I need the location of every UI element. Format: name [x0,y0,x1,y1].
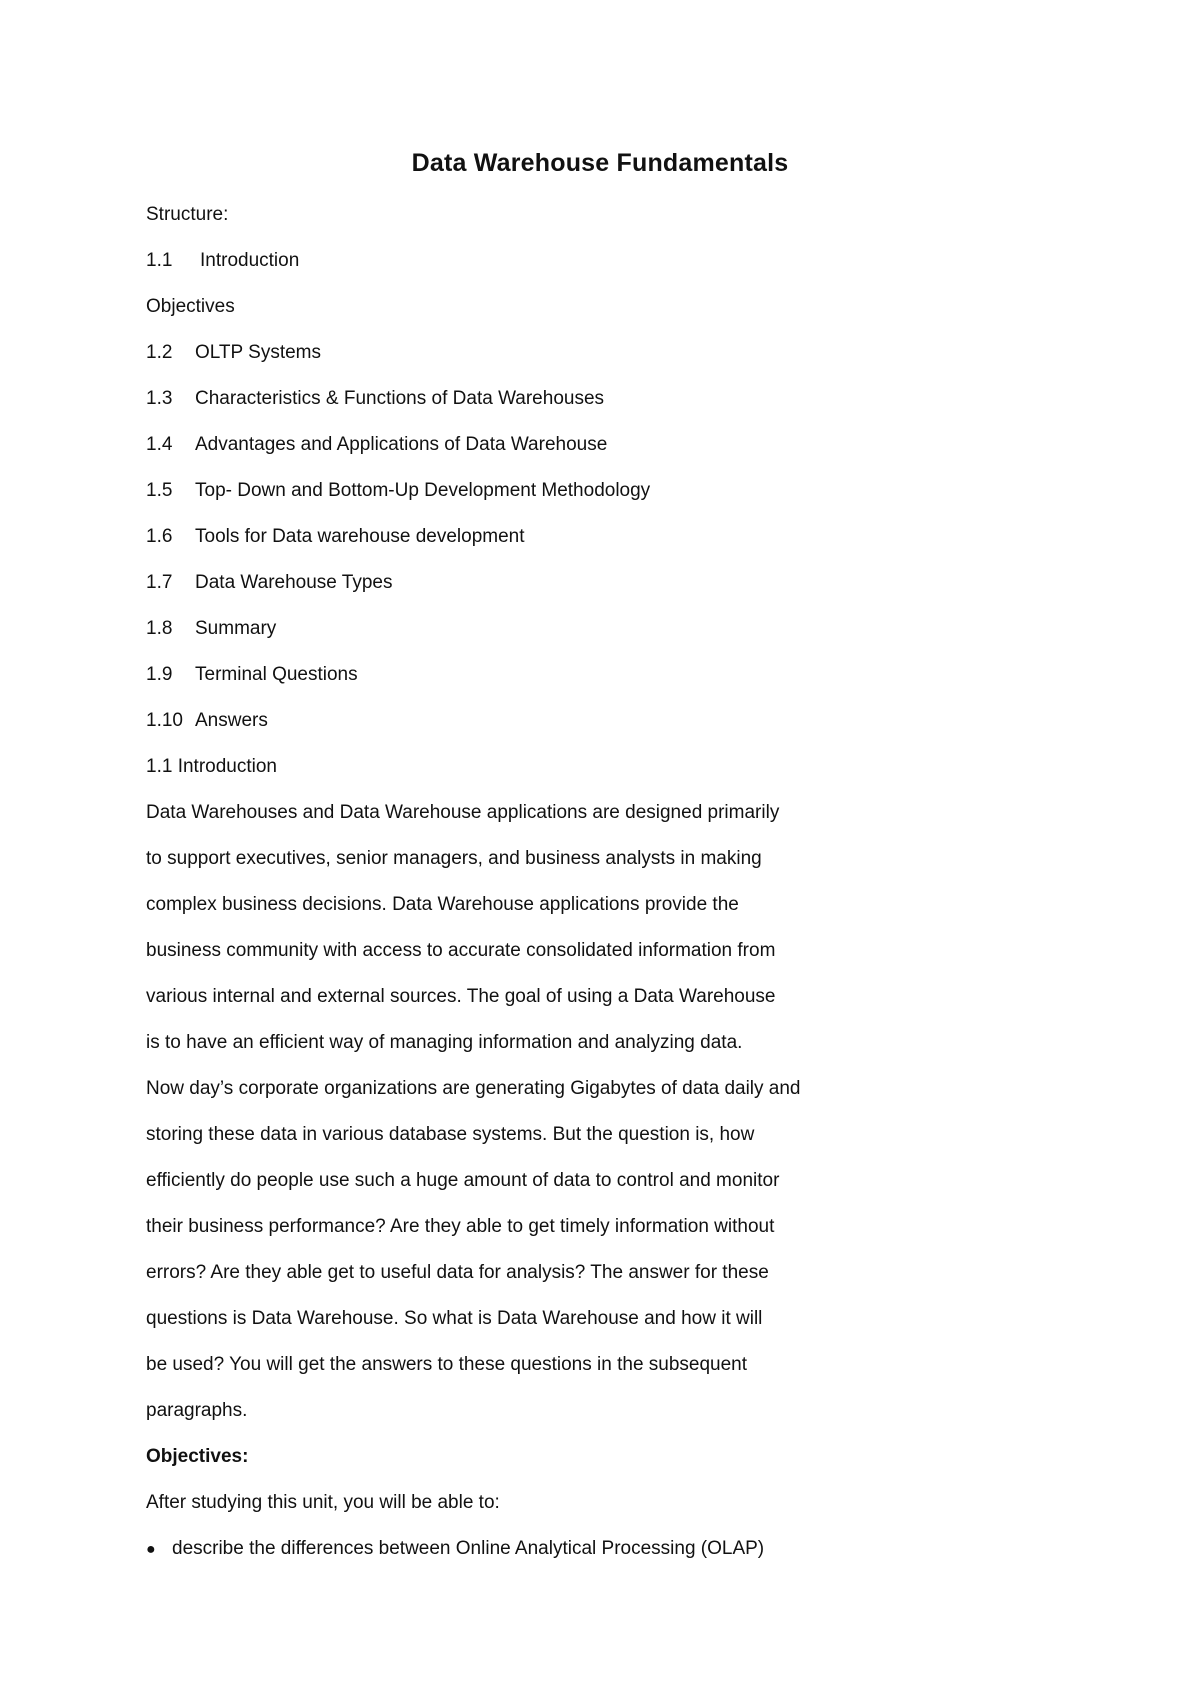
toc-number: 1.8 [146,618,173,639]
paragraph-line: be used? You will get the answers to these questions in the subsequent [146,1354,748,1375]
toc-item-1-1 [146,248,299,274]
paragraph-line: Now day’s corporate organizations are generating Gigabytes of data daily and [146,1078,801,1099]
toc-label: Answers [195,710,268,731]
document-title: Data Warehouse Fundamentals [411,149,789,177]
paragraph-line: business community with access to accurate consolidated information from [146,940,776,961]
toc-number: 1.4 [146,434,173,455]
objectives-heading: Objectives: [146,1446,249,1467]
toc-number: 1.2 [146,342,173,363]
toc-item-1-4 [146,432,607,458]
bullet-text: describe the differences between Online Analytical Processing (OLAP) [172,1538,765,1559]
toc-label: Summary [195,618,277,639]
paragraph-line: errors? Are they able get to useful data for analysis? The answer for these [146,1262,769,1283]
paragraph-line: efficiently do people use such a huge amount of data to control and monitor [146,1170,780,1191]
toc-label: Introduction [200,250,300,271]
paragraph-line: Data Warehouses and Data Warehouse applications are designed primarily [146,802,780,823]
structure-label: Structure: [146,204,229,225]
toc-number: 1.5 [146,480,173,501]
toc-number: 1.1 [146,250,173,271]
toc-item-1-6 [146,524,525,550]
toc-number: 1.6 [146,526,173,547]
toc-label: Advantages and Applications of Data Warehouse [195,434,608,455]
toc-item-objectives [146,294,235,320]
paragraph-line: to support executives, senior managers, and business analysts in making [146,848,762,869]
paragraph-line: various internal and external sources. The goal of using a Data Warehouse [146,986,776,1007]
toc-label: Terminal Questions [195,664,358,685]
paragraph-line: their business performance? Are they able to get timely information without [146,1216,775,1237]
toc-label: Characteristics & Functions of Data Warehouses [195,388,605,409]
toc-item-1-3 [146,386,604,412]
paragraph-line: complex business decisions. Data Warehouse applications provide the [146,894,739,915]
paragraph-line: storing these data in various database systems. But the question is, how [146,1124,755,1145]
intro-heading: 1.1 Introduction [146,756,277,777]
bullet-icon: ● [146,1541,156,1558]
toc-number: 1.7 [146,572,173,593]
toc-item-1-5 [146,478,650,504]
toc-item-1-9 [146,662,358,688]
paragraph-line: paragraphs. [146,1400,248,1421]
paragraph-line: questions is Data Warehouse. So what is Data Warehouse and how it will [146,1308,763,1329]
toc-item-1-2 [146,340,321,366]
bullet-item [146,1536,764,1563]
toc-item-1-7 [146,570,393,596]
toc-number: 1.9 [146,664,173,685]
paragraph-line: is to have an efficient way of managing information and analyzing data. [146,1032,743,1053]
toc-number: 1.3 [146,388,173,409]
toc-item-1-8 [146,616,276,642]
toc-number: 1.10 [146,710,183,731]
toc-label: OLTP Systems [195,342,321,363]
toc-item-1-10 [146,708,268,734]
objectives-intro: After studying this unit, you will be able to: [146,1492,500,1513]
toc-label: Tools for Data warehouse development [195,526,525,547]
toc-label: Objectives [146,296,235,317]
toc-label: Top- Down and Bottom-Up Development Methodology [195,480,651,501]
toc-label: Data Warehouse Types [195,572,393,593]
